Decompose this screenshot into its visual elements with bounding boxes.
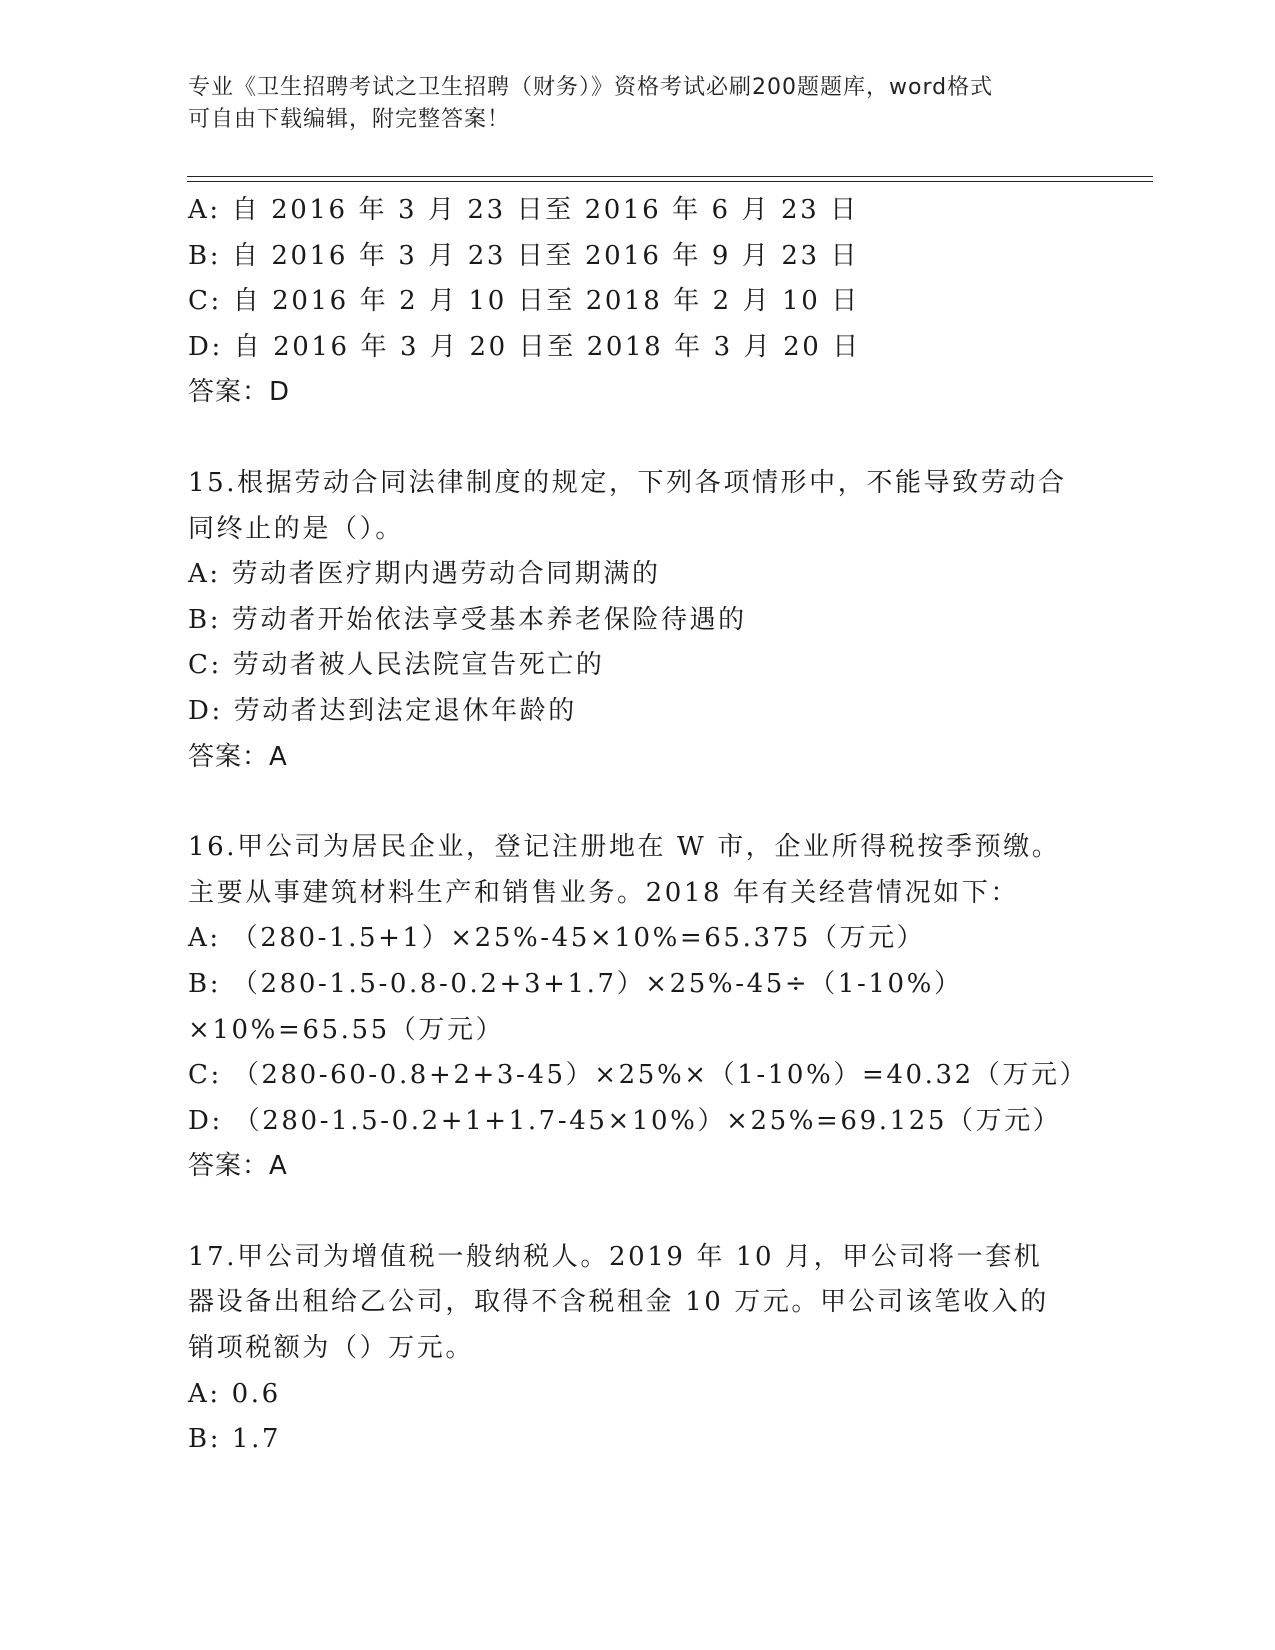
option-c: C: 劳动者被人民法院宣告死亡的 bbox=[188, 650, 605, 681]
answer: 答案：A bbox=[188, 741, 288, 772]
question-16-block bbox=[188, 825, 1088, 1190]
question-15-block bbox=[188, 461, 1088, 780]
spacer bbox=[188, 1190, 1088, 1235]
option-d: D: （280-1.5-0.2+1+1.7-45×10%）×25%=69.125（万元） bbox=[188, 1105, 1062, 1136]
option-b: B: （280-1.5-0.8-0.2+3+1.7）×25%-45÷（1-10%）×10%=65.55（万元） bbox=[188, 968, 963, 1045]
option-b: B: 劳动者开始依法享受基本养老保险待遇的 bbox=[188, 604, 747, 635]
option-d: D: 劳动者达到法定退休年龄的 bbox=[188, 695, 577, 726]
answer: 答案：D bbox=[188, 377, 291, 408]
question-17-block bbox=[188, 1235, 1088, 1463]
header-rule-bottom bbox=[187, 181, 1153, 182]
option-a: A: 0.6 bbox=[188, 1378, 281, 1409]
option-d: D: 自 2016 年 3 月 20 日至 2018 年 3 月 20 日 bbox=[188, 331, 861, 362]
option-a: A: 自 2016 年 3 月 23 日至 2016 年 6 月 23 日 bbox=[188, 195, 859, 225]
document-body bbox=[188, 188, 1088, 1463]
option-a: A: 劳动者医疗期内遇劳动合同期满的 bbox=[188, 559, 661, 590]
option-c: C: 自 2016 年 2 月 10 日至 2018 年 2 月 10 日 bbox=[188, 286, 860, 317]
option-b: B: 自 2016 年 3 月 23 日至 2016 年 9 月 23 日 bbox=[188, 240, 860, 271]
header-line-2: 可自由下载编辑，附完整答案！ bbox=[188, 107, 511, 132]
option-b: B: 1.7 bbox=[188, 1424, 282, 1455]
question-14-block bbox=[188, 188, 1088, 416]
document-header bbox=[188, 72, 1068, 136]
answer: 答案：A bbox=[188, 1151, 288, 1182]
spacer bbox=[188, 416, 1088, 461]
header-line-1: 专业《卫生招聘考试之卫生招聘（财务）》资格考试必刷200题题库，word格式 bbox=[188, 75, 994, 100]
question-text: 17.甲公司为增值税一般纳税人。2019 年 10 月，甲公司将一套机器设备出租给乙公司，取得不含税租金 10 万元。甲公司该笔收入的销项税额为（）万元。 bbox=[188, 1241, 1049, 1364]
option-a: A: （280-1.5+1）×25%-45×10%=65.375（万元） bbox=[188, 923, 926, 954]
spacer bbox=[188, 780, 1088, 825]
question-text: 16.甲公司为居民企业，登记注册地在 W 市，企业所得税按季预缴。主要从事建筑材料生产和销售业务。2018 年有关经营情况如下： bbox=[188, 832, 1061, 908]
question-text: 15.根据劳动合同法律制度的规定，下列各项情形中，不能导致劳动合同终止的是（）。 bbox=[188, 467, 1067, 544]
option-c: C: （280-60-0.8+2+3-45）×25%×（1-10%）=40.32（万元） bbox=[188, 1060, 1089, 1091]
header-rule-top bbox=[187, 176, 1153, 177]
